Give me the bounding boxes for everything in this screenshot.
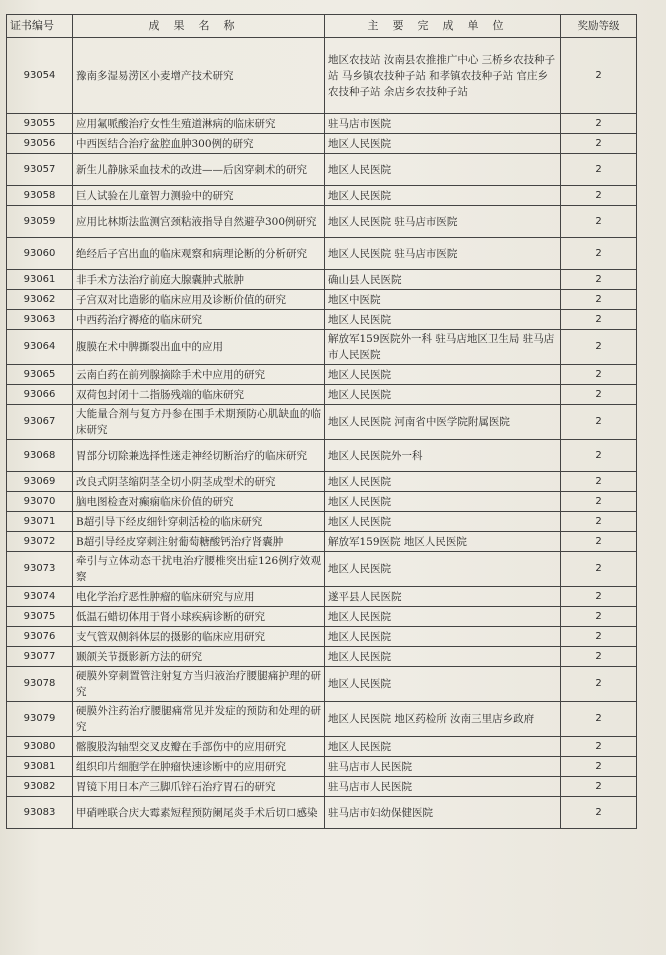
completing-unit-cell: 地区人民医院 [325, 512, 561, 532]
table-row [7, 667, 637, 702]
award-level-cell: 2 [561, 330, 637, 365]
table-row [7, 206, 637, 238]
completing-unit-cell: 地区人民医院 驻马店市医院 [325, 206, 561, 238]
table-row [7, 757, 637, 777]
completing-unit-cell: 地区人民医院 [325, 310, 561, 330]
achievement-name-cell: 甲硝唑联合庆大霉素短程预防阑尾炎手术后切口感染 [73, 797, 325, 829]
cert-number-cell: 93077 [7, 647, 73, 667]
achievement-name-cell: 非手术方法治疗前庭大腺囊肿式脓肿 [73, 270, 325, 290]
table-row [7, 330, 637, 365]
award-level-cell: 2 [561, 472, 637, 492]
table-row [7, 38, 637, 114]
achievement-name-cell: 胃镜下用日本产三脚爪锌石治疗胃石的研究 [73, 777, 325, 797]
achievement-name-cell: 硬膜外注药治疗腰腿痛常见并发症的预防和处理的研究 [73, 702, 325, 737]
award-level-cell: 2 [561, 702, 637, 737]
table-row [7, 797, 637, 829]
completing-unit-cell: 地区人民医院 [325, 607, 561, 627]
cert-number-cell: 93062 [7, 290, 73, 310]
completing-unit-cell: 地区人民医院 [325, 647, 561, 667]
table-row [7, 365, 637, 385]
award-level-cell: 2 [561, 647, 637, 667]
completing-unit-cell: 解放军159医院外一科 驻马店地区卫生局 驻马店市人民医院 [325, 330, 561, 365]
award-table [6, 14, 637, 829]
completing-unit-cell: 地区人民医院 [325, 365, 561, 385]
award-level-cell: 2 [561, 492, 637, 512]
table-row [7, 114, 637, 134]
table-row [7, 134, 637, 154]
cert-number-cell: 93055 [7, 114, 73, 134]
cert-number-cell: 93065 [7, 365, 73, 385]
completing-unit-cell: 地区人民医院 [325, 186, 561, 206]
cert-number-cell: 93060 [7, 238, 73, 270]
table-header-row [7, 15, 637, 38]
achievement-name-cell: 新生儿静脉采血技术的改进——后囟穿刺术的研究 [73, 154, 325, 186]
cert-number-cell: 93054 [7, 38, 73, 114]
achievement-name-cell: 支气管双侧斜体层的摄影的临床应用研究 [73, 627, 325, 647]
award-level-cell: 2 [561, 627, 637, 647]
table-row [7, 532, 637, 552]
achievement-name-cell: 豫南多湿易涝区小麦增产技术研究 [73, 38, 325, 114]
achievement-name-cell: 腹膜在术中脾撕裂出血中的应用 [73, 330, 325, 365]
cert-number-cell: 93083 [7, 797, 73, 829]
award-level-cell: 2 [561, 310, 637, 330]
table-row [7, 310, 637, 330]
achievement-name-cell: B超引导经皮穿刺注射葡萄糖酸钙治疗肾囊肿 [73, 532, 325, 552]
cert-number-cell: 93081 [7, 757, 73, 777]
award-level-cell: 2 [561, 757, 637, 777]
achievement-name-cell: B超引导下经皮细针穿刺活检的临床研究 [73, 512, 325, 532]
cert-number-cell: 93067 [7, 405, 73, 440]
cert-number-cell: 93073 [7, 552, 73, 587]
header-cert-no: 证书编号 [7, 15, 73, 38]
cert-number-cell: 93068 [7, 440, 73, 472]
completing-unit-cell: 地区人民医院 [325, 737, 561, 757]
award-level-cell: 2 [561, 512, 637, 532]
completing-unit-cell: 地区人民医院 [325, 154, 561, 186]
completing-unit-cell: 解放军159医院 地区人民医院 [325, 532, 561, 552]
achievement-name-cell: 中西医结合治疗盆腔血肿300例的研究 [73, 134, 325, 154]
cert-number-cell: 93064 [7, 330, 73, 365]
cert-number-cell: 93078 [7, 667, 73, 702]
award-level-cell: 2 [561, 607, 637, 627]
achievement-name-cell: 大能量合剂与复方丹参在围手术期预防心肌缺血的临床研究 [73, 405, 325, 440]
award-level-cell: 2 [561, 797, 637, 829]
cert-number-cell: 93056 [7, 134, 73, 154]
cert-number-cell: 93059 [7, 206, 73, 238]
table-row [7, 238, 637, 270]
completing-unit-cell: 地区人民医院 地区药检所 汝南三里店乡政府 [325, 702, 561, 737]
achievement-name-cell: 硬膜外穿刺置管注射复方当归液治疗腰腿痛护理的研究 [73, 667, 325, 702]
table-row [7, 270, 637, 290]
table-row [7, 702, 637, 737]
achievement-name-cell: 胃部分切除兼选择性迷走神经切断治疗的临床研究 [73, 440, 325, 472]
table-row [7, 492, 637, 512]
completing-unit-cell: 地区人民医院 驻马店市医院 [325, 238, 561, 270]
table-row [7, 607, 637, 627]
award-level-cell: 2 [561, 154, 637, 186]
award-level-cell: 2 [561, 667, 637, 702]
completing-unit-cell: 地区人民医院 [325, 627, 561, 647]
achievement-name-cell: 绝经后子宫出血的临床观察和病理论断的分析研究 [73, 238, 325, 270]
completing-unit-cell: 地区农技站 汝南县农推推广中心 三桥乡农技种子站 马乡镇农技种子站 和孝镇农技种子站 官庄乡农技种子站 余店乡农技种子站 [325, 38, 561, 114]
cert-number-cell: 93074 [7, 587, 73, 607]
table-row [7, 385, 637, 405]
cert-number-cell: 93069 [7, 472, 73, 492]
cert-number-cell: 93082 [7, 777, 73, 797]
award-level-cell: 2 [561, 587, 637, 607]
table-row [7, 472, 637, 492]
table-row [7, 512, 637, 532]
completing-unit-cell: 驻马店市人民医院 [325, 777, 561, 797]
achievement-name-cell: 应用比林斯法监测宫颈粘液指导自然避孕300例研究 [73, 206, 325, 238]
achievement-name-cell: 牵引与立体动态干扰电治疗腰椎突出症126例疗效观察 [73, 552, 325, 587]
cert-number-cell: 93058 [7, 186, 73, 206]
table-row [7, 186, 637, 206]
award-level-cell: 2 [561, 290, 637, 310]
achievement-name-cell: 电化学治疗恶性肿瘤的临床研究与应用 [73, 587, 325, 607]
achievement-name-cell: 应用氟哌酸治疗女性生殖道淋病的临床研究 [73, 114, 325, 134]
cert-number-cell: 93075 [7, 607, 73, 627]
award-level-cell: 2 [561, 270, 637, 290]
award-level-cell: 2 [561, 440, 637, 472]
award-level-cell: 2 [561, 38, 637, 114]
award-level-cell: 2 [561, 365, 637, 385]
completing-unit-cell: 确山县人民医院 [325, 270, 561, 290]
achievement-name-cell: 改良式阴茎缩阴茎全切小阴茎成型术的研究 [73, 472, 325, 492]
award-level-cell: 2 [561, 134, 637, 154]
cert-number-cell: 93072 [7, 532, 73, 552]
achievement-name-cell: 中西药治疗褥疮的临床研究 [73, 310, 325, 330]
table-row [7, 647, 637, 667]
completing-unit-cell: 地区人民医院 [325, 667, 561, 702]
achievement-name-cell: 云南白药在前列腺摘除手术中应用的研究 [73, 365, 325, 385]
award-level-cell: 2 [561, 385, 637, 405]
achievement-name-cell: 低温石蜡切体用于肾小球疾病诊断的研究 [73, 607, 325, 627]
completing-unit-cell: 地区人民医院 [325, 552, 561, 587]
completing-unit-cell: 驻马店市医院 [325, 114, 561, 134]
table-row [7, 552, 637, 587]
completing-unit-cell: 地区人民医院 [325, 472, 561, 492]
award-level-cell: 2 [561, 114, 637, 134]
achievement-name-cell: 组织印片细胞学在肿瘤快速诊断中的应用研究 [73, 757, 325, 777]
award-level-cell: 2 [561, 186, 637, 206]
achievement-name-cell: 颞颌关节摄影新方法的研究 [73, 647, 325, 667]
table-row [7, 440, 637, 472]
cert-number-cell: 93079 [7, 702, 73, 737]
cert-number-cell: 93076 [7, 627, 73, 647]
completing-unit-cell: 地区中医院 [325, 290, 561, 310]
completing-unit-cell: 地区人民医院 [325, 385, 561, 405]
cert-number-cell: 93066 [7, 385, 73, 405]
header-award-level: 奖励等级 [561, 15, 637, 38]
achievement-name-cell: 双荷包封闭十二指肠残端的临床研究 [73, 385, 325, 405]
award-level-cell: 2 [561, 238, 637, 270]
achievement-name-cell: 子宫双对比造影的临床应用及诊断价值的研究 [73, 290, 325, 310]
table-row [7, 627, 637, 647]
award-level-cell: 2 [561, 552, 637, 587]
cert-number-cell: 93063 [7, 310, 73, 330]
cert-number-cell: 93070 [7, 492, 73, 512]
achievement-name-cell: 脑电图检查对癫痫临床价值的研究 [73, 492, 325, 512]
award-level-cell: 2 [561, 206, 637, 238]
award-level-cell: 2 [561, 532, 637, 552]
completing-unit-cell: 地区人民医院 [325, 134, 561, 154]
cert-number-cell: 93061 [7, 270, 73, 290]
achievement-name-cell: 髂腹股沟轴型交叉皮瓣在手部伤中的应用研究 [73, 737, 325, 757]
table-row [7, 587, 637, 607]
completing-unit-cell: 地区人民医院 河南省中医学院附属医院 [325, 405, 561, 440]
cert-number-cell: 93071 [7, 512, 73, 532]
completing-unit-cell: 驻马店市妇幼保健医院 [325, 797, 561, 829]
completing-unit-cell: 地区人民医院外一科 [325, 440, 561, 472]
table-row [7, 737, 637, 757]
award-level-cell: 2 [561, 737, 637, 757]
header-main-unit: 主要完成单位 [325, 15, 561, 38]
table-row [7, 405, 637, 440]
cert-number-cell: 93080 [7, 737, 73, 757]
award-level-cell: 2 [561, 405, 637, 440]
header-achievement-name: 成果名称 [73, 15, 325, 38]
award-level-cell: 2 [561, 777, 637, 797]
completing-unit-cell: 地区人民医院 [325, 492, 561, 512]
completing-unit-cell: 驻马店市人民医院 [325, 757, 561, 777]
table-row [7, 290, 637, 310]
completing-unit-cell: 遂平县人民医院 [325, 587, 561, 607]
achievement-name-cell: 巨人试验在儿童智力测验中的研究 [73, 186, 325, 206]
table-row [7, 154, 637, 186]
cert-number-cell: 93057 [7, 154, 73, 186]
table-row [7, 777, 637, 797]
